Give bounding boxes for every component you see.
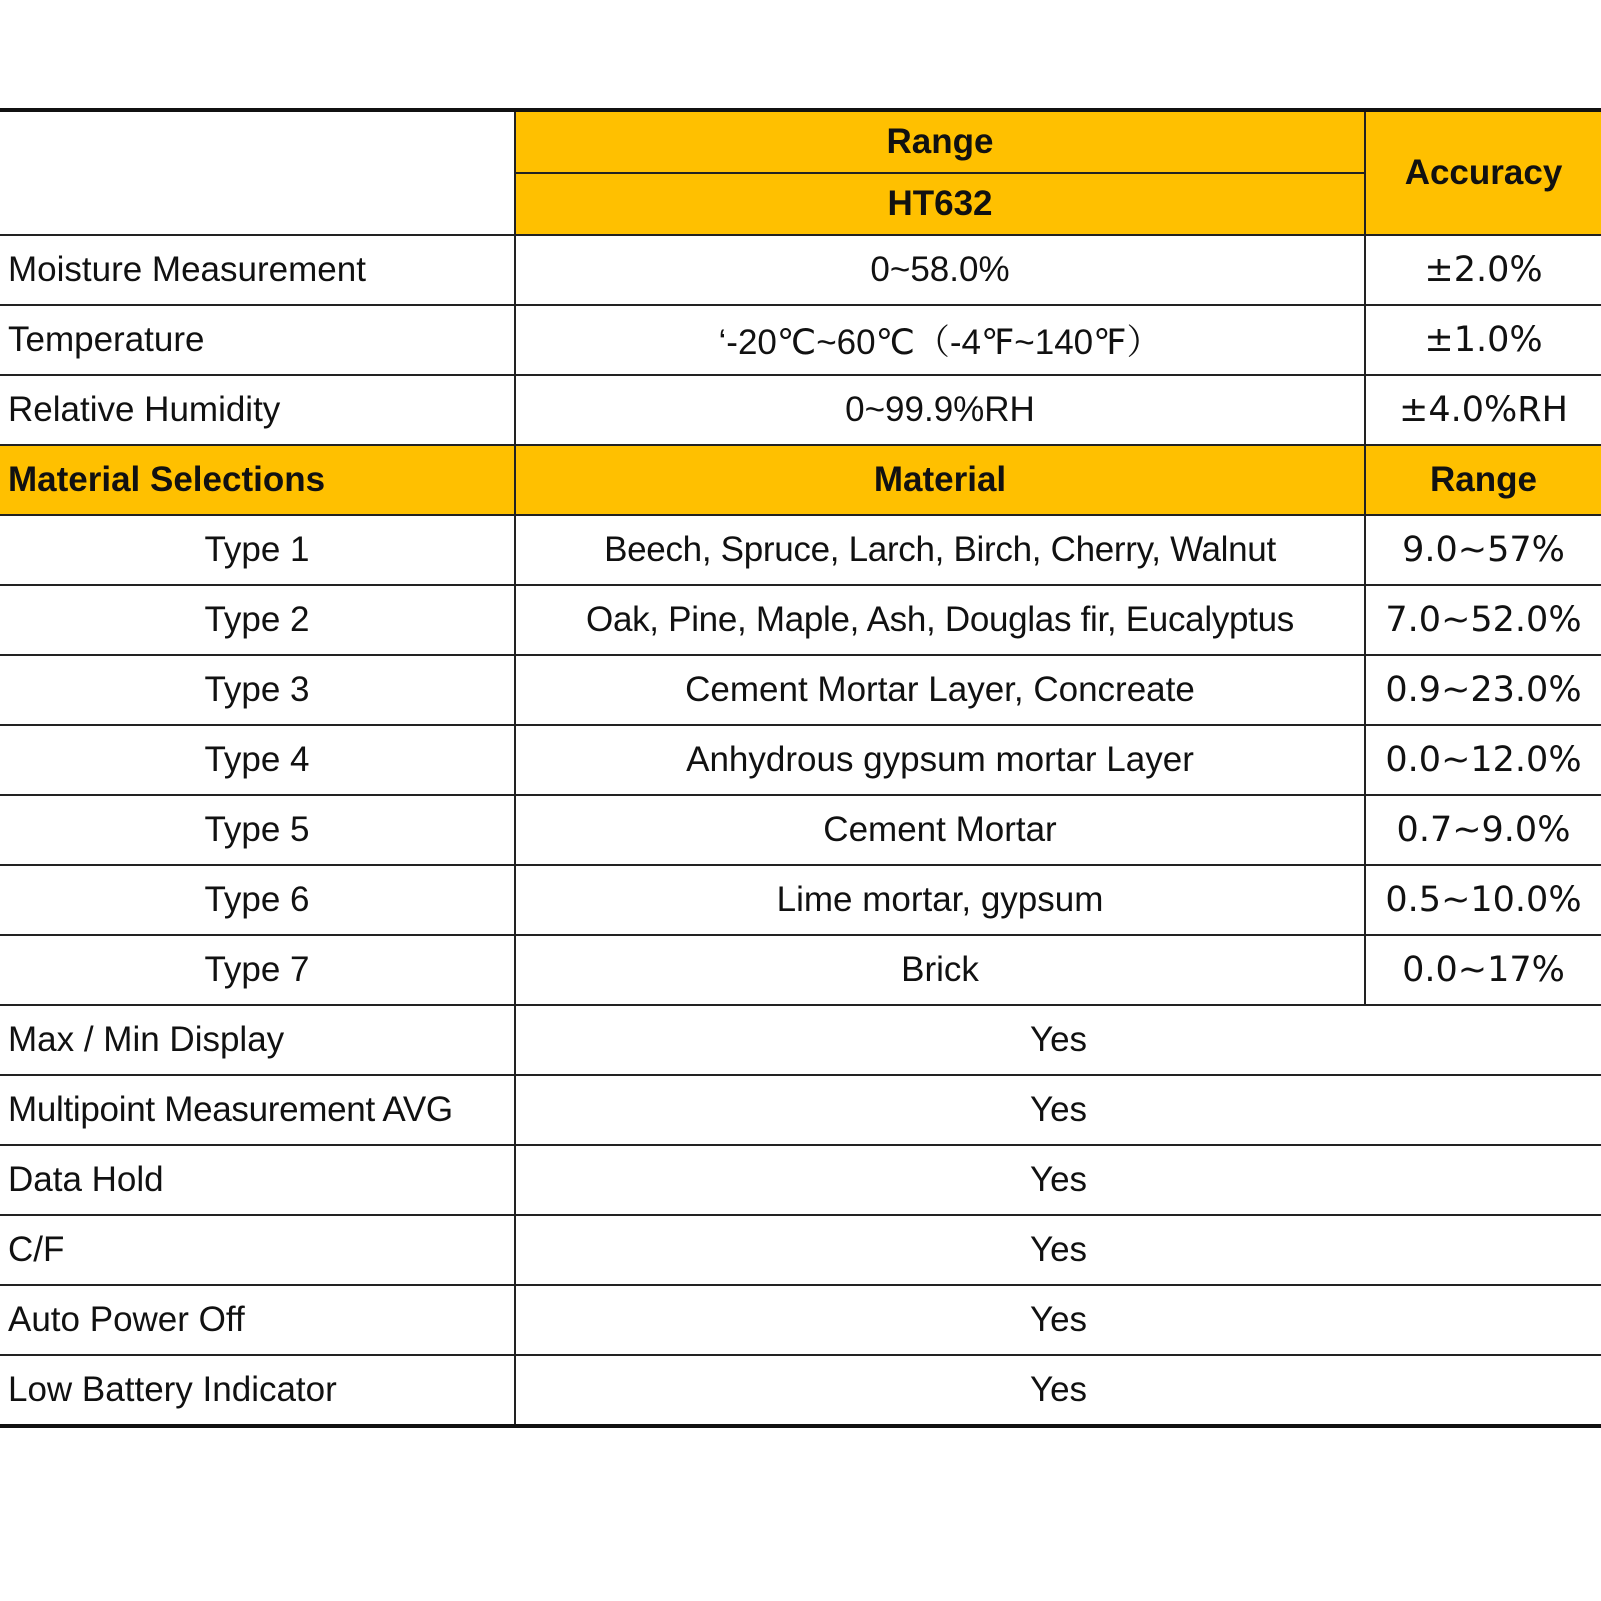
measurement-name: Moisture Measurement bbox=[0, 235, 515, 305]
table-row-material bbox=[0, 655, 1601, 725]
table-row-measurement bbox=[0, 305, 1601, 375]
material-range: 0.0~17% bbox=[1365, 935, 1601, 1005]
feature-name: Multipoint Measurement AVG bbox=[0, 1075, 515, 1145]
measurement-accuracy: ±2.0% bbox=[1365, 235, 1601, 305]
table-row-feature bbox=[0, 1285, 1601, 1355]
material-list: Beech, Spruce, Larch, Birch, Cherry, Walnut bbox=[515, 515, 1365, 585]
table-row-material bbox=[0, 865, 1601, 935]
material-list: Cement Mortar Layer, Concreate bbox=[515, 655, 1365, 725]
measurement-accuracy: ±1.0% bbox=[1365, 305, 1601, 375]
material-type: Type 3 bbox=[0, 655, 515, 725]
table-row-material bbox=[0, 935, 1601, 1005]
measurement-range: 0~58.0% bbox=[515, 235, 1365, 305]
materials-header-row bbox=[0, 445, 1601, 515]
material-type: Type 5 bbox=[0, 795, 515, 865]
material-type: Type 1 bbox=[0, 515, 515, 585]
material-range: 0.9~23.0% bbox=[1365, 655, 1601, 725]
header-range: Range bbox=[515, 110, 1365, 173]
table-row-feature bbox=[0, 1355, 1601, 1426]
feature-value: Yes bbox=[515, 1355, 1601, 1426]
materials-header-range: Range bbox=[1365, 445, 1601, 515]
feature-value: Yes bbox=[515, 1005, 1601, 1075]
measurement-range: 0~99.9%RH bbox=[515, 375, 1365, 445]
feature-value: Yes bbox=[515, 1215, 1601, 1285]
table-row-material bbox=[0, 515, 1601, 585]
material-list: Cement Mortar bbox=[515, 795, 1365, 865]
table-row-material bbox=[0, 795, 1601, 865]
table-row-material bbox=[0, 725, 1601, 795]
material-list: Brick bbox=[515, 935, 1365, 1005]
material-range: 0.5~10.0% bbox=[1365, 865, 1601, 935]
feature-value: Yes bbox=[515, 1285, 1601, 1355]
material-list: Lime mortar, gypsum bbox=[515, 865, 1365, 935]
feature-value: Yes bbox=[515, 1145, 1601, 1215]
feature-name: Auto Power Off bbox=[0, 1285, 515, 1355]
header-empty-cell bbox=[0, 110, 515, 235]
feature-name: C/F bbox=[0, 1215, 515, 1285]
table-row-feature bbox=[0, 1215, 1601, 1285]
table-row-measurement bbox=[0, 235, 1601, 305]
header-model: HT632 bbox=[515, 173, 1365, 235]
table-row-material bbox=[0, 585, 1601, 655]
feature-value: Yes bbox=[515, 1075, 1601, 1145]
table-row-measurement bbox=[0, 375, 1601, 445]
material-type: Type 7 bbox=[0, 935, 515, 1005]
material-list: Oak, Pine, Maple, Ash, Douglas fir, Eucalyptus bbox=[515, 585, 1365, 655]
material-range: 7.0~52.0% bbox=[1365, 585, 1601, 655]
table-row-feature bbox=[0, 1005, 1601, 1075]
material-range: 0.7~9.0% bbox=[1365, 795, 1601, 865]
spec-table bbox=[0, 108, 1601, 1428]
material-range: 9.0~57% bbox=[1365, 515, 1601, 585]
feature-name: Data Hold bbox=[0, 1145, 515, 1215]
material-list: Anhydrous gypsum mortar Layer bbox=[515, 725, 1365, 795]
measurement-name: Temperature bbox=[0, 305, 515, 375]
materials-header-material: Material bbox=[515, 445, 1365, 515]
material-type: Type 2 bbox=[0, 585, 515, 655]
header-accuracy: Accuracy bbox=[1365, 110, 1601, 235]
feature-name: Max / Min Display bbox=[0, 1005, 515, 1075]
feature-name: Low Battery Indicator bbox=[0, 1355, 515, 1426]
measurement-name: Relative Humidity bbox=[0, 375, 515, 445]
table-row-feature bbox=[0, 1075, 1601, 1145]
header-row-range bbox=[0, 110, 1601, 173]
material-range: 0.0~12.0% bbox=[1365, 725, 1601, 795]
material-type: Type 4 bbox=[0, 725, 515, 795]
materials-header-selections: Material Selections bbox=[0, 445, 515, 515]
measurement-accuracy: ±4.0%RH bbox=[1365, 375, 1601, 445]
table-row-feature bbox=[0, 1145, 1601, 1215]
measurement-range: ‘-20℃~60℃（-4℉~140℉） bbox=[515, 305, 1365, 375]
material-type: Type 6 bbox=[0, 865, 515, 935]
